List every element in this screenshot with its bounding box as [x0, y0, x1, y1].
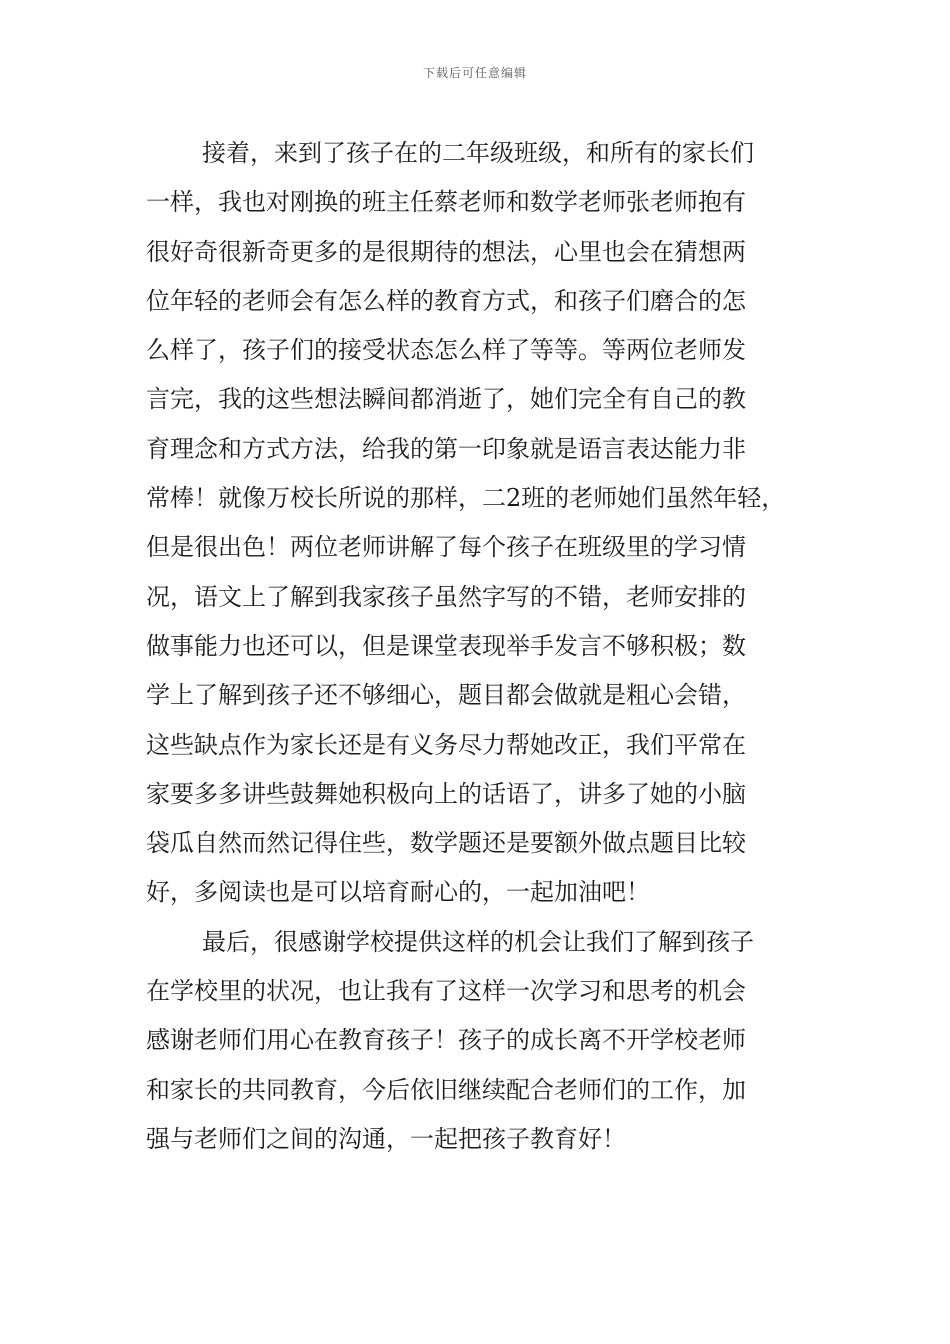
text-line: 学上了解到孩子还不够细心，题目都会做就是粗心会错，: [146, 681, 746, 710]
text-line: 感谢老师们用心在教育孩子！孩子的成长离不开学校老师: [146, 1026, 746, 1055]
paragraph-1: [146, 129, 836, 918]
header-note: 下载后可任意编辑: [422, 66, 527, 80]
text-line: 最后，很感谢学校提供这样的机会让我们了解到孩子: [202, 927, 754, 956]
text-line: 接着，来到了孩子在的二年级班级，和所有的家长们: [202, 139, 754, 167]
text-line: 强与老师们之间的沟通，一起把孩子教育好！: [146, 1124, 626, 1153]
text-line: 做事能力也还可以，但是课堂表现举手发言不够积极；数: [146, 631, 746, 660]
text-line: 位年轻的老师会有怎么样的教育方式，和孩子们磨合的怎: [146, 286, 746, 315]
text-line: 么样了，孩子们的接受状态怎么样了等等。等两位老师发: [146, 336, 746, 365]
text-line: 言完，我的这些想法瞬间都消逝了，她们完全有自己的教: [146, 385, 746, 414]
text-line: 家要多多讲些鼓舞她积极向上的话语了，讲多了她的小脑: [146, 779, 746, 808]
text-line: 和家长的共同教育，今后依旧继续配合老师们的工作，加: [146, 1075, 746, 1104]
text-line: 袋瓜自然而然记得住些，数学题还是要额外做点题目比较: [146, 829, 746, 858]
document-body: [146, 129, 836, 1164]
text-line: 好，多阅读也是可以培育耐心的，一起加油吧！: [146, 878, 650, 907]
text-line: 但是很出色！两位老师讲解了每个孩子在班级里的学习情: [146, 533, 746, 562]
text-line: 很好奇很新奇更多的是很期待的想法，心里也会在猜想两: [146, 237, 746, 266]
text-line: 一样，我也对刚换的班主任蔡老师和数学老师张老师抱有: [146, 188, 746, 217]
text-line: 况，语文上了解到我家孩子虽然字写的不错，老师安排的: [146, 582, 746, 611]
text-line: 育理念和方式方法，给我的第一印象就是语言表达能力非: [146, 434, 746, 463]
text-line: 常棒！就像万校长所说的那样，二2班的老师她们虽然年轻，: [146, 484, 786, 513]
text-line: 这些缺点作为家长还是有义务尽力帮她改正，我们平常在: [146, 730, 746, 759]
text-line: 在学校里的状况，也让我有了这样一次学习和思考的机会: [146, 977, 746, 1006]
paragraph-2: [146, 918, 836, 1164]
